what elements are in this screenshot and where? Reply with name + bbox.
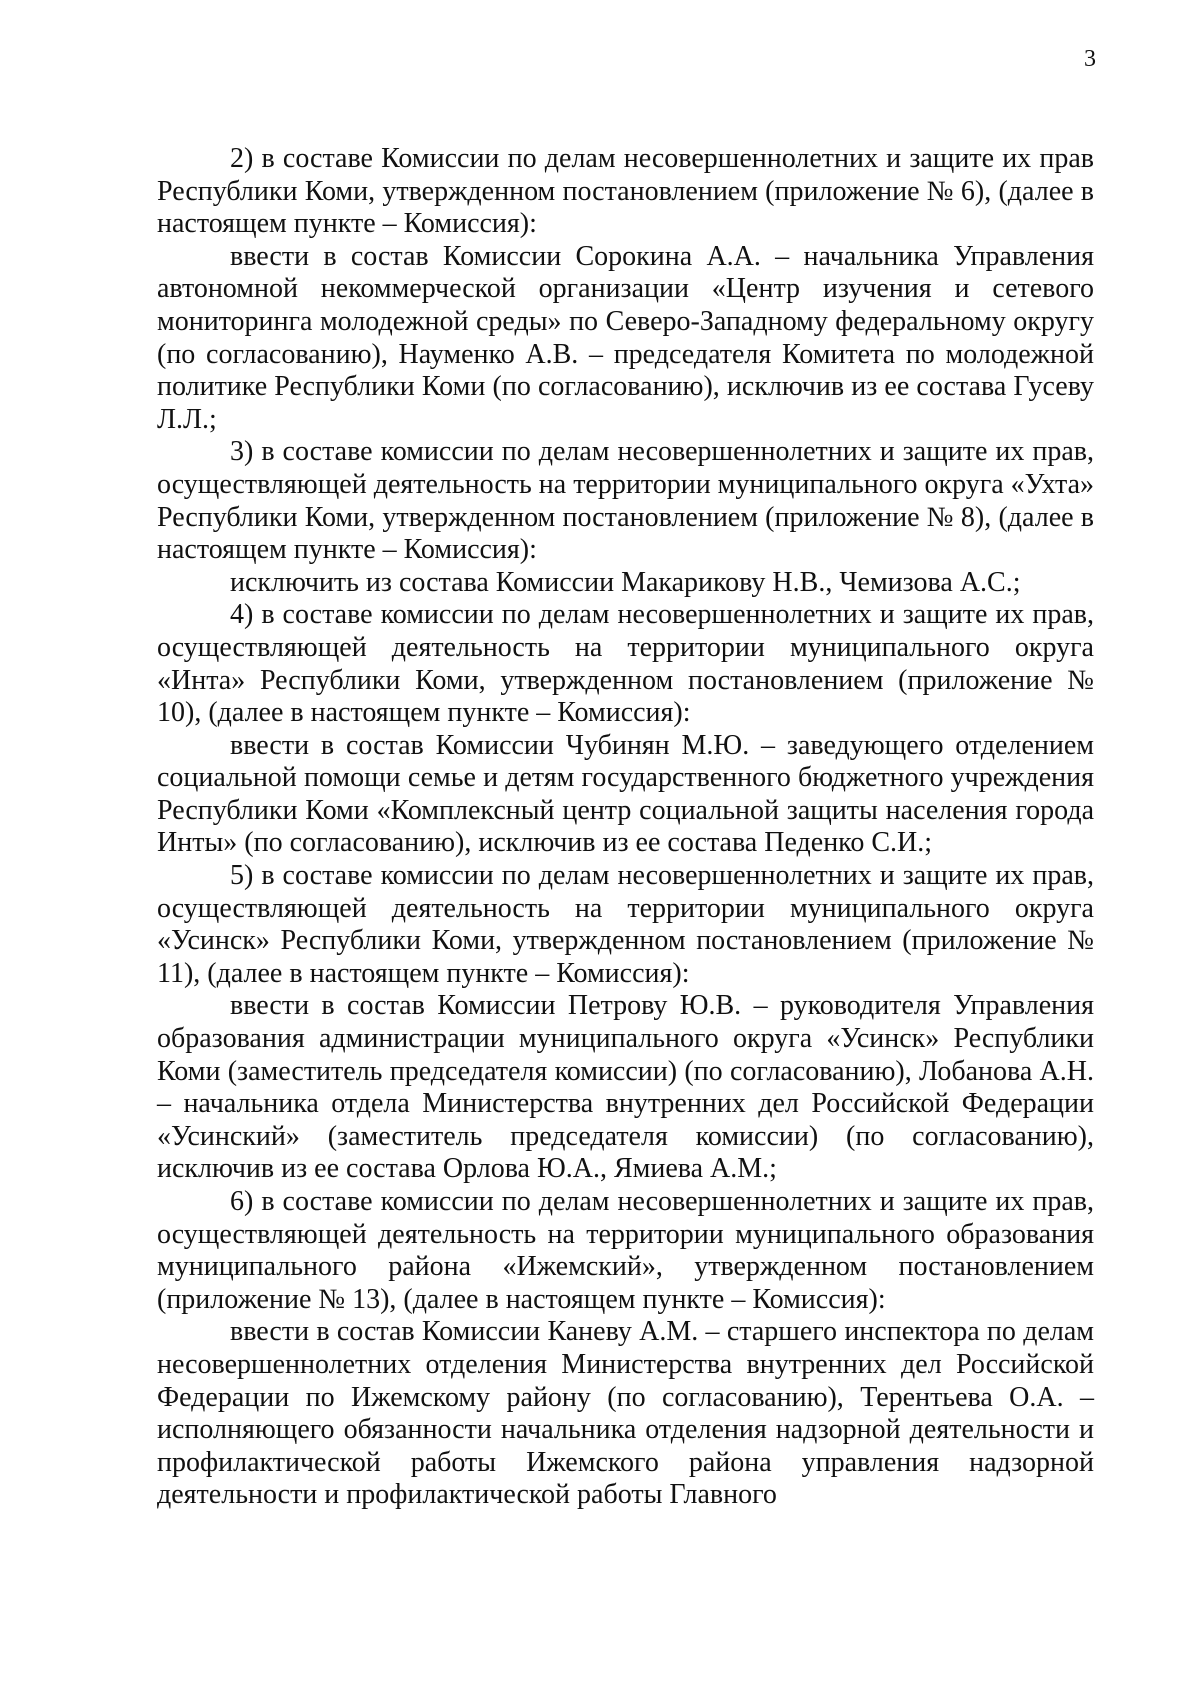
document-body xyxy=(157,143,1094,1512)
paragraph-item-5-details: ввести в состав Комиссии Петрову Ю.В. – руководителя Управления образования администрации муниципального округа «Усинск» Республики Коми (заместитель председателя комиссии) (по согласованию), Лобанова А.Н. – начальника отдела Министерства внутренних дел Российской Федерации «Усинский» (заместитель председателя комиссии) (по согласованию), исключив из ее состава Орлова Ю.А., Ямиева А.М.; xyxy=(157,990,1094,1185)
paragraph-item-6: 6) в составе комиссии по делам несовершеннолетних и защите их прав, осуществляющей деятельность на территории муниципального образования муниципального района «Ижемский», утвержденном постановлением (приложение № 13), (далее в настоящем пункте – Комиссия): xyxy=(157,1186,1094,1315)
paragraph-item-6-details: ввести в состав Комиссии Каневу А.М. – старшего инспектора по делам несовершеннолетних отделения Министерства внутренних дел Российской Федерации по Ижемскому району (по согласованию), Терентьева О.А. – исполняющего обязанности начальника отделения надзорной деятельности и профилактической работы Ижемского района управления надзорной деятельности и профилактической работы Главного xyxy=(157,1316,1094,1511)
paragraph-item-2: 2) в составе Комиссии по делам несовершеннолетних и защите их прав Республики Коми, утвержденном постановлением (приложение № 6), (далее в настоящем пункте – Комиссия): xyxy=(157,143,1094,240)
page-number: 3 xyxy=(1084,46,1096,72)
paragraph-item-3: 3) в составе комиссии по делам несовершеннолетних и защите их прав, осуществляющей деятельность на территории муниципального округа «Ухта» Республики Коми, утвержденном постановлением (приложение № 8), (далее в настоящем пункте – Комиссия): xyxy=(157,436,1094,566)
paragraph-item-4: 4) в составе комиссии по делам несовершеннолетних и защите их прав, осуществляющей деятельность на территории муниципального округа «Инта» Республики Коми, утвержденном постановлением (приложение № 10), (далее в настоящем пункте – Комиссия): xyxy=(157,599,1094,729)
paragraph-item-4-details: ввести в состав Комиссии Чубинян М.Ю. – заведующего отделением социальной помощи семье и детям государственного бюджетного учреждения Республики Коми «Комплексный центр социальной защиты населения города Инты» (по согласованию), исключив из ее состава Педенко С.И.; xyxy=(157,729,1094,859)
paragraph-item-3-details: исключить из состава Комиссии Макарикову Н.В., Чемизова А.С.; xyxy=(230,566,1021,598)
paragraph-item-2-details: ввести в состав Комиссии Сорокина А.А. – начальника Управления автономной некоммерческой организации «Центр изучения и сетевого мониторинга молодежной среды» по Северо-Западному федеральному округу (по согласованию), Науменко А.В. – председателя Комитета по молодежной политике Республики Коми (по согласованию), исключив из ее состава Гусеву Л.Л.; xyxy=(157,240,1094,435)
paragraph-item-5: 5) в составе комиссии по делам несовершеннолетних и защите их прав, осуществляющей деятельность на территории муниципального округа «Усинск» Республики Коми, утвержденном постановлением (приложение № 11), (далее в настоящем пункте – Комиссия): xyxy=(157,860,1094,989)
